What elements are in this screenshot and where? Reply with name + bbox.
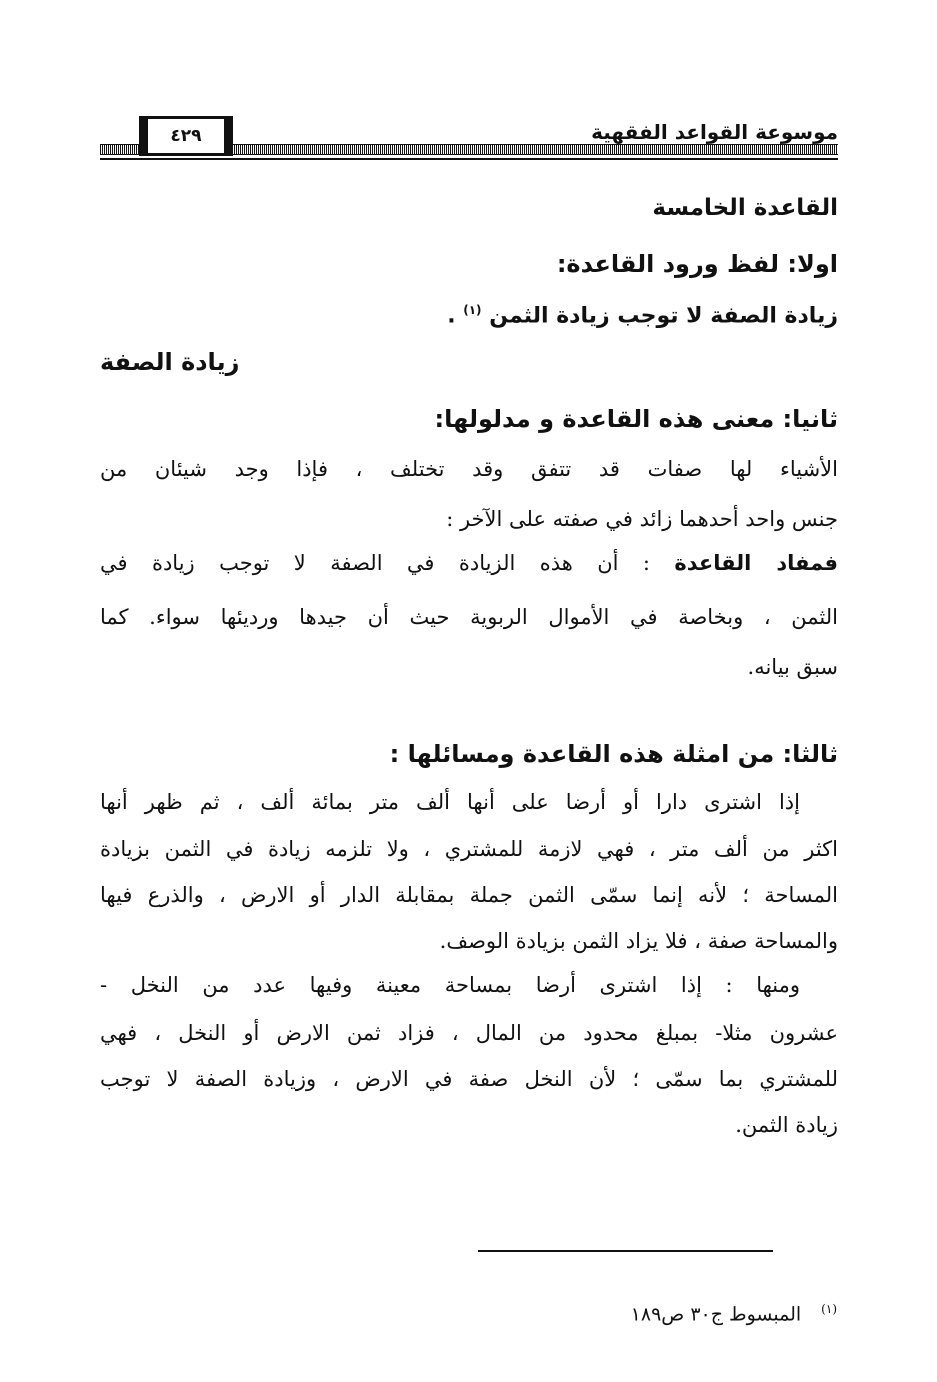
paragraph-line: للمشتري بما سمّى ؛ لأن النخل صفة في الارض ، وزيادة الصفة لا توجب: [100, 1067, 838, 1091]
paragraph-line: الثمن ، وبخاصة في الأموال الربوية حيث أن جيدها ورديئها سواء. كما: [100, 605, 838, 629]
rule-statement-text: زيادة الصفة لا توجب زيادة الثمن: [489, 303, 838, 329]
lead-label: فمفاد القاعدة: [674, 551, 838, 575]
lead-rest: : أن هذه الزيادة في الصفة لا توجب زيادة في: [100, 551, 675, 575]
paragraph-line: زيادة الثمن.: [735, 1113, 838, 1137]
rule-title: القاعدة الخامسة: [652, 195, 838, 221]
book-title: موسوعة القواعد الفقهية: [583, 120, 838, 144]
paragraph-line: جنس واحد أحدهما زائد في صفته على الآخر :: [446, 507, 838, 531]
paragraph-line: اكثر من ألف متر ، فهي لازمة للمشتري ، ولا تلزمه زيادة في الثمن بزيادة: [100, 837, 838, 861]
rule-short-title: زيادة الصفة: [100, 348, 240, 376]
footnote: [631, 1302, 837, 1325]
paragraph-line: المساحة ؛ لأنه إنما سمّى الثمن جملة بمقابلة الدار أو الارض ، والذرع فيها: [100, 883, 838, 907]
paragraph-line: سبق بيانه.: [747, 655, 838, 679]
rule-statement-end: .: [447, 303, 456, 329]
paragraph-line: إذا اشترى دارا أو أرضا على أنها ألف متر بمائة ألف ، ثم ظهر أنها: [100, 790, 800, 814]
page-number-box: [145, 116, 227, 156]
page-number: ٤٢٩: [170, 126, 202, 146]
footnote-reference: (١): [463, 303, 482, 317]
paragraph-line: [100, 551, 838, 575]
rule-statement: [447, 303, 838, 328]
footnote-mark: (١): [821, 1302, 837, 1316]
paragraph-line: عشرون مثلا- بمبلغ محدود من المال ، فزاد ثمن الارض أو النخل ، فهي: [100, 1021, 838, 1045]
section-heading-wording: اولا: لفظ ورود القاعدة:: [556, 250, 838, 278]
paragraph-line: والمساحة صفة ، فلا يزاد الثمن بزيادة الوصف.: [439, 929, 838, 953]
footnote-separator: [478, 1250, 773, 1252]
running-header: [100, 112, 838, 164]
paragraph-line: الأشياء لها صفات قد تتفق وقد تختلف ، فإذا وجد شيئان من: [100, 457, 838, 481]
header-rule: [100, 158, 838, 160]
section-heading-examples: ثالثا: من امثلة هذه القاعدة ومسائلها :: [389, 740, 838, 768]
paragraph-line: ومنها : إذا اشترى أرضا بمساحة معينة وفيها عدد من النخل -: [100, 973, 800, 997]
footnote-text: المبسوط ج٣٠ ص١٨٩: [630, 1303, 802, 1326]
section-heading-meaning: ثانيا: معنى هذه القاعدة و مدلولها:: [434, 405, 838, 433]
